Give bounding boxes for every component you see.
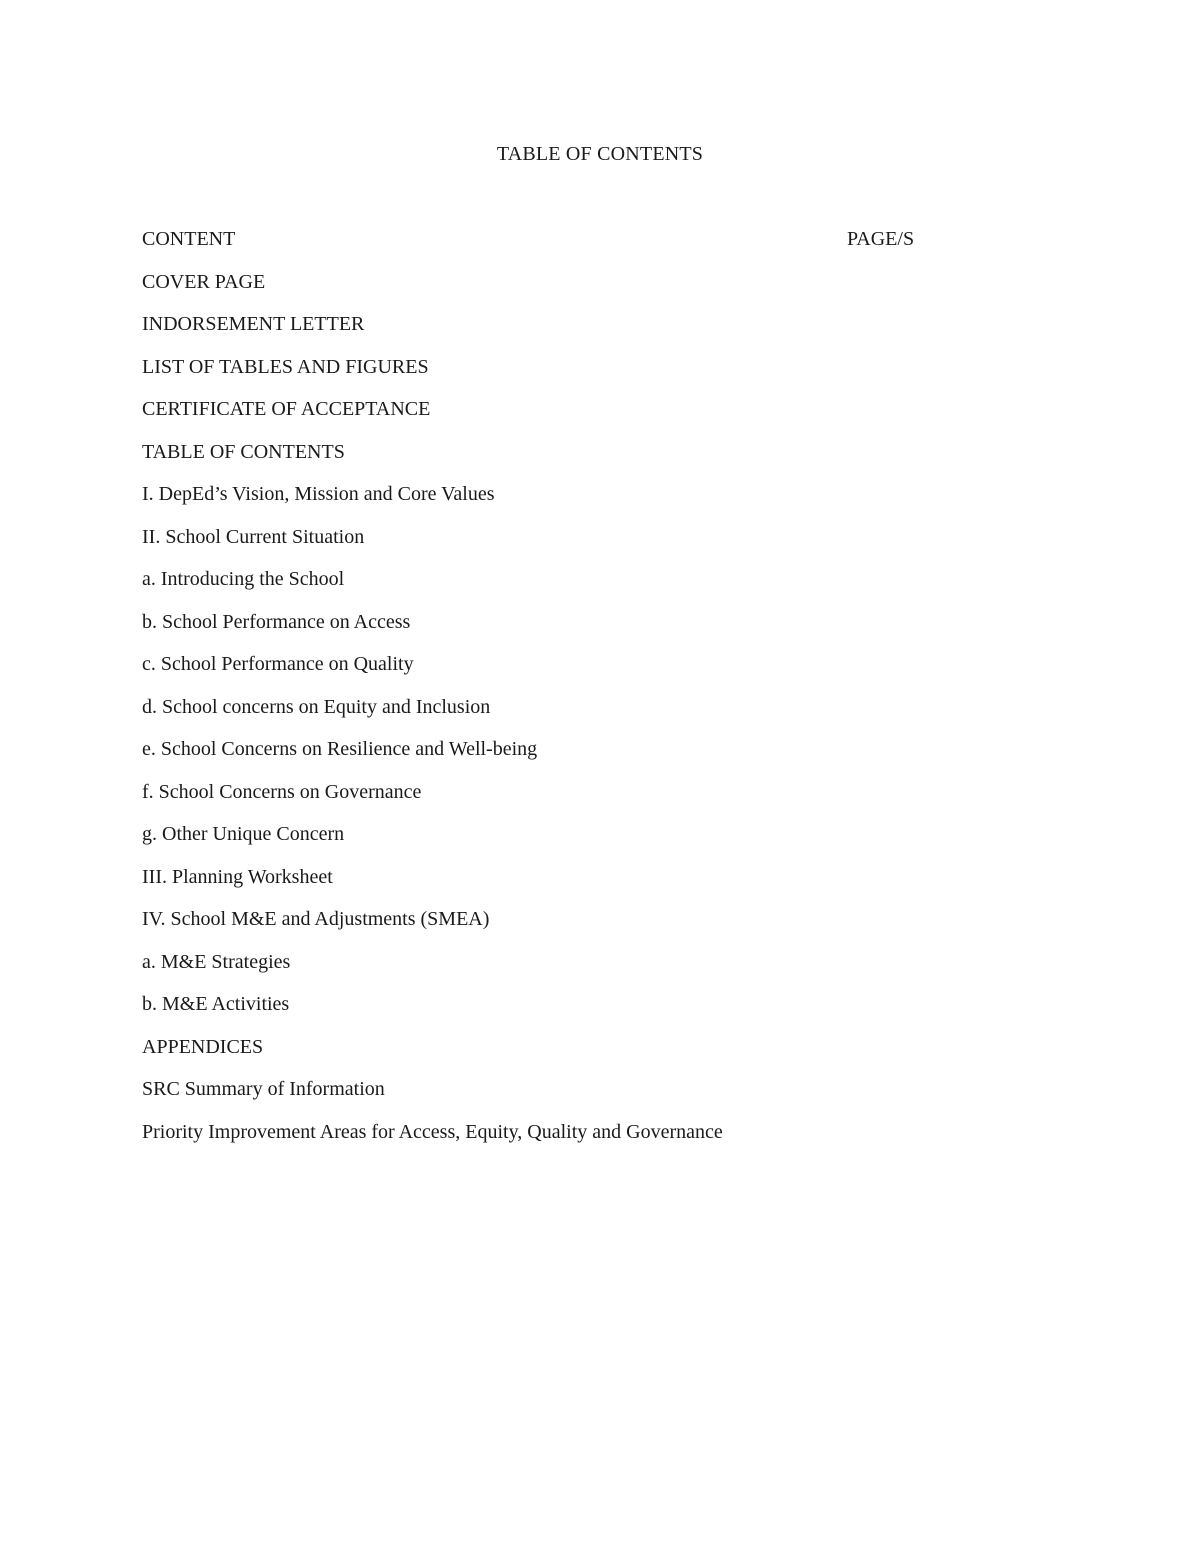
toc-entry: e. School Concerns on Resilience and Well-being (142, 738, 538, 760)
toc-header-row (142, 226, 922, 252)
page-title: TABLE OF CONTENTS (496, 143, 704, 165)
toc-entry: b. M&E Activities (142, 993, 290, 1015)
toc-entry: TABLE OF CONTENTS (142, 440, 345, 463)
pages-column-header: PAGE/S (847, 228, 915, 250)
toc-entry: c. School Performance on Quality (142, 653, 414, 675)
toc-entry: INDORSEMENT LETTER (142, 313, 365, 335)
toc-entry: I. DepEd’s Vision, Mission and Core Values (142, 483, 495, 505)
toc-list (142, 269, 1042, 1162)
toc-entry: IV. School M&E and Adjustments (SMEA) (142, 908, 490, 930)
toc-entry: SRC Summary of Information (142, 1078, 385, 1100)
toc-entry: a. M&E Strategies (142, 950, 291, 973)
toc-entry: APPENDICES (142, 1035, 264, 1058)
toc-entry: d. School concerns on Equity and Inclusion (142, 695, 491, 718)
toc-entry: III. Planning Worksheet (142, 865, 333, 888)
toc-entry: Priority Improvement Areas for Access, Equity, Quality and Governance (142, 1120, 723, 1143)
toc-entry: LIST OF TABLES AND FIGURES (142, 355, 429, 378)
toc-entry: a. Introducing the School (142, 568, 345, 590)
toc-entry: II. School Current Situation (142, 525, 365, 548)
toc-entry: f. School Concerns on Governance (142, 780, 422, 803)
toc-entry: COVER PAGE (142, 270, 266, 293)
toc-entry: CERTIFICATE OF ACCEPTANCE (142, 398, 431, 420)
toc-entry: b. School Performance on Access (142, 610, 411, 633)
toc-entry: g. Other Unique Concern (142, 823, 345, 845)
content-column-header: CONTENT (142, 228, 236, 250)
